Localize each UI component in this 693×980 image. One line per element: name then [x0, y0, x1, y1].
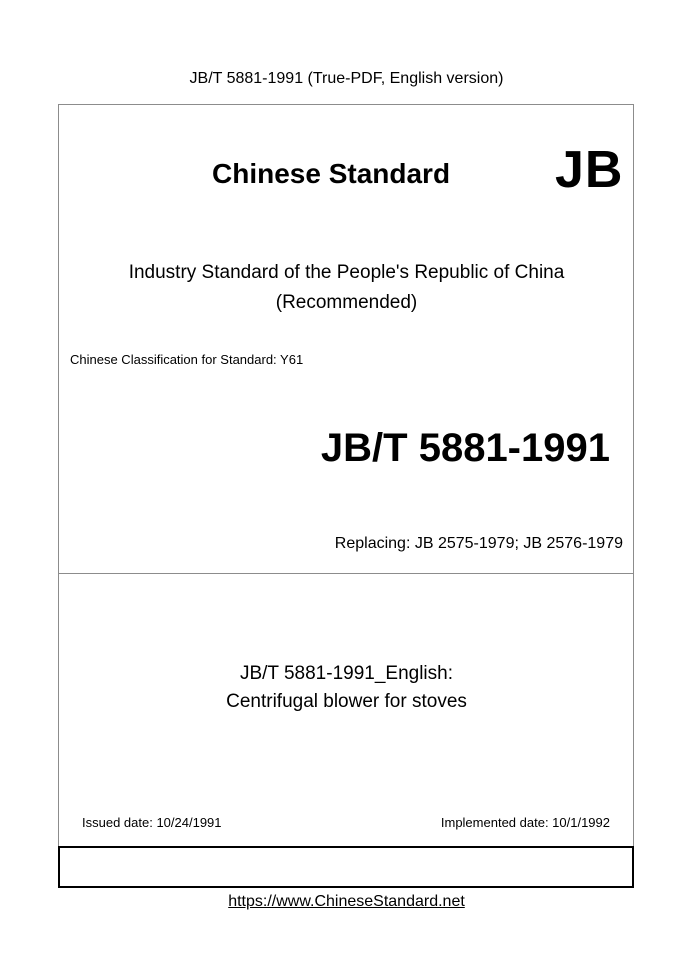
cover-bottom-box [58, 846, 634, 888]
industry-line-1: Industry Standard of the People's Republic of China [128, 262, 565, 283]
replacing-text: Replacing: JB 2575-1979; JB 2576-1979 [334, 535, 623, 552]
page-header-title: JB/T 5881-1991 (True-PDF, English version) [189, 70, 504, 87]
issued-date: Issued date: 10/24/1991 [82, 815, 222, 830]
document-title-line-1: JB/T 5881-1991_English: [239, 663, 454, 684]
standard-title: Chinese Standard [212, 158, 451, 189]
document-title-line-2: Centrifugal blower for stoves [226, 691, 467, 712]
standard-mark: JB [555, 141, 624, 199]
industry-standard-heading [0, 258, 693, 318]
standard-number: JB/T 5881-1991 [320, 426, 610, 470]
industry-line-2: (Recommended) [275, 292, 418, 313]
implemented-date: Implemented date: 10/1/1992 [440, 815, 610, 830]
document-title [0, 660, 693, 716]
classification-text: Chinese Classification for Standard: Y61 [70, 352, 304, 367]
website-link[interactable]: https://www.ChineseStandard.net [228, 893, 465, 910]
